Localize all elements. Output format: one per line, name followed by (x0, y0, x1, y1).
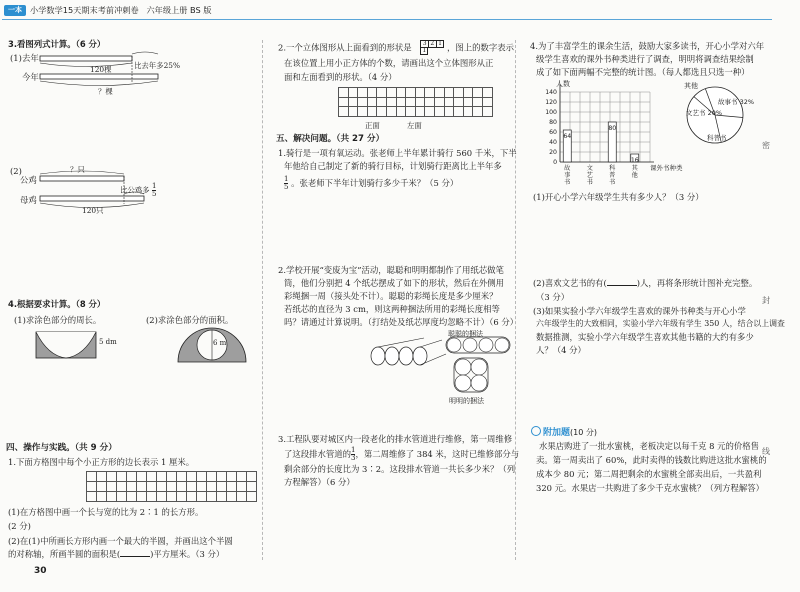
grid-cell (177, 492, 187, 502)
grid-cell (157, 482, 167, 492)
grid-cell (157, 472, 167, 482)
grid-cell (397, 107, 407, 117)
grid-cell (416, 107, 426, 117)
grid-cell (483, 107, 493, 117)
bar-y-tick: 0 (553, 159, 557, 166)
grid-paper-1 (86, 471, 257, 502)
grid-cell (207, 492, 217, 502)
q4-dim-6m: 6 m (213, 339, 227, 347)
q4-dim-5dm: 5 dm (99, 338, 117, 346)
grid-cell (368, 107, 378, 117)
grid-cell (339, 107, 349, 117)
s2-b: 筒，他们分别把 4 个纸芯摆成了如下的形状，然后在外侧用 (284, 278, 505, 288)
grid-cell (483, 88, 493, 98)
grid-cell (127, 492, 137, 502)
r-p2-c: （3 分） (536, 292, 570, 302)
side-label-2: 封 (762, 296, 770, 305)
grid-cell (349, 107, 359, 117)
brand-logo: 一本 (4, 5, 26, 16)
grid-cell (217, 492, 227, 502)
bonus-icon (531, 426, 541, 436)
grid-cell (349, 88, 359, 98)
page-number: 30 (34, 566, 47, 576)
header-series: 小学数学15天期末考前冲刺卷 (30, 5, 139, 15)
grid-cell (137, 482, 147, 492)
s2-e: 吗？请通过计算说明。（打结处及纸芯厚度均忽略不计）（6 分） (284, 317, 519, 327)
grid-cell (339, 88, 349, 98)
pie-label-other: 其他 (684, 82, 698, 90)
bar-ylabel: 人数 (556, 80, 570, 88)
grid-cell (397, 98, 407, 108)
grid-paper-2 (338, 87, 493, 117)
bar-value-label: 80 (608, 125, 617, 132)
grid-cell (445, 107, 455, 117)
r-p3-c: 数据推测，实验小学六年级学生喜欢其他书籍的大约有多少 (536, 332, 754, 342)
grid-cell (107, 472, 117, 482)
bar-category-label: 他 (631, 172, 638, 179)
grid-cell (207, 472, 217, 482)
congcong-label: 聪聪的捆法 (448, 330, 483, 338)
bar-category-label: 科 (609, 165, 616, 172)
grid-cell (464, 107, 474, 117)
r-p2-a: (2)喜欢文艺书的有( (533, 278, 607, 288)
bar-category-label: 故 (564, 165, 571, 172)
q3-unknown-only: ？只 (70, 165, 85, 174)
bar-grid (560, 84, 654, 162)
grid-cell (167, 482, 177, 492)
grid-cell (247, 472, 257, 482)
grid-cell (197, 492, 207, 502)
grid-cell (445, 88, 455, 98)
grid-cell (358, 88, 368, 98)
q3-frac-den: 5 (151, 190, 157, 198)
grid-cell (197, 472, 207, 482)
grid-cell (117, 472, 127, 482)
s1-c: 。张老师下半年计划骑行多少千米？（5 分） (291, 178, 459, 188)
grid-cell (435, 107, 445, 117)
q3-more-than-hen (120, 183, 156, 198)
pie-chart (680, 80, 755, 150)
q3-unknown-trees: ？棵 (98, 87, 113, 96)
s1-c-line (284, 176, 458, 191)
q3-diagram-1 (8, 50, 258, 98)
r-q4-b: 级学生喜欢的课外书种类进行了调查，明明将调查结果绘制 (536, 54, 754, 64)
grid-cell (217, 472, 227, 482)
grid-cell (368, 88, 378, 98)
grid-cell (127, 472, 137, 482)
grid-cell (227, 482, 237, 492)
grid-cell (217, 482, 227, 492)
grid-cell (435, 98, 445, 108)
grid-cell (406, 107, 416, 117)
q3-last-year-bar (40, 56, 132, 61)
bar-y-tick: 80 (549, 119, 557, 126)
grid-cell (473, 88, 483, 98)
grid-cell (425, 107, 435, 117)
grid-cell (425, 98, 435, 108)
q3-hen-bar (40, 176, 124, 181)
grid-cell (137, 472, 147, 482)
grid-cell (358, 107, 368, 117)
grid-cell (473, 107, 483, 117)
q3-more-than-hen-text: 比公鸡多 (120, 185, 150, 195)
grid-cell (464, 98, 474, 108)
q3-more-25: 比去年多25% (134, 61, 180, 70)
r-p3-a: (3)如果实验小学六年级学生喜欢的课外书种类与开心小学 (533, 306, 746, 316)
r-p3-b: 六年级学生的大致相同，实验小学六年级有学生 350 人，结合以上调查 (536, 319, 785, 328)
bar-value-label: 16 (630, 157, 639, 164)
q3-this-year-label: 今年 (22, 72, 39, 82)
section4-title: 四、操作与实践。（共 9 分） (6, 443, 117, 453)
grid-cell (117, 482, 127, 492)
q3-fraction (152, 183, 156, 198)
answer-blank-2[interactable] (607, 285, 637, 286)
tube-bundles (368, 336, 518, 406)
grid-cell (247, 492, 257, 502)
bonus-header (531, 425, 597, 438)
bar-category-label: 文 (586, 165, 593, 172)
grid-cell (454, 107, 464, 117)
sec4-q1-p2c: )平方厘米。（3 分） (150, 549, 225, 559)
grid-cell (227, 492, 237, 502)
grid-cell (167, 492, 177, 502)
bar-y-ticks (545, 89, 557, 166)
grid-cell (339, 98, 349, 108)
bar-bars (563, 122, 639, 164)
grid-cell (237, 492, 247, 502)
bar-category-label: 书 (564, 179, 571, 186)
mid-q2-b: ，图上的数字表示 (446, 42, 514, 53)
bar-chart (530, 78, 683, 190)
bar-categories (564, 164, 639, 186)
bar-y-tick: 100 (545, 109, 557, 116)
grid-cell (387, 98, 397, 108)
top-view-digit-1: 3 (421, 41, 429, 47)
s3-a: 3.工程队要对城区内一段老化的排水管道进行维修，第一周维修 (278, 434, 513, 444)
mid-q2-d: 面和左面看到的形状。（4 分） (284, 72, 397, 82)
bar-category-label: 书 (586, 179, 593, 186)
grid-cell (416, 98, 426, 108)
bar-category-label: 书 (609, 179, 616, 186)
bar-category-label: 事 (564, 172, 571, 179)
bar-y-tick: 40 (549, 139, 557, 146)
bar-y-tick: 120 (545, 99, 557, 106)
pie-label-literature: 文艺书 20% (686, 109, 723, 117)
r-p3-d: 人？（4 分） (536, 345, 586, 355)
sec4-q1: 1.下面方格图中每个小正方形的边长表示 1 厘米。 (8, 457, 195, 467)
grid-cell (87, 472, 97, 482)
grid-cell (416, 88, 426, 98)
s3-d: 方程解答）（6 分） (284, 477, 355, 487)
column-divider-1 (262, 40, 263, 560)
r-q4-a: 4.为了丰富学生的课余生活，鼓励大家多读书，开心小学对六年 (530, 41, 765, 51)
grid-cell (187, 492, 197, 502)
grid-cell (368, 98, 378, 108)
grid-cell (177, 482, 187, 492)
grid-cell (377, 88, 387, 98)
s2-c: 彩绳捆一周（接头处不计）。聪聪的彩绳长度是多少厘米？ (284, 291, 498, 301)
bar-value-label: 64 (563, 133, 572, 140)
header-grade: 六年级上册 BS 版 (146, 5, 212, 15)
bar-category-label: 普 (609, 172, 616, 179)
grid-cell (237, 472, 247, 482)
grid-cell (387, 88, 397, 98)
grid-cell (227, 472, 237, 482)
grid-cell (473, 98, 483, 108)
grid-cell (483, 98, 493, 108)
q4-part2: (2)求涂色部分的面积。 (146, 315, 234, 325)
bar-xlabel: 课外书种类 (650, 164, 683, 172)
grid-cell (406, 88, 416, 98)
header-rule (2, 19, 772, 20)
mid-q2-c: 在该位置上用小正方体的个数，请画出这个立体图形从正 (284, 58, 494, 68)
s1-frac-den: 5 (284, 183, 289, 191)
mid-q2-a: 2.一个立体图形从上面看到的形状是 (278, 42, 412, 53)
top-view-digit-2: 2 (429, 41, 437, 47)
grid-cell (377, 107, 387, 117)
bar-category-label: 艺 (586, 172, 593, 179)
sec4-q1-p2 (8, 548, 224, 560)
s3-b1: 了这段排水管道的 (284, 449, 351, 459)
r-p2-b: )人，再将条形统计图补充完整。 (636, 278, 758, 288)
bar-y-tick: 60 (549, 129, 557, 136)
bonus-b: 卖。第一周卖出了 60%，此时卖得的钱数比购进这批水蜜桃的 (536, 455, 767, 465)
s3-frac-den: 3 (351, 454, 356, 462)
grid-cell (157, 492, 167, 502)
tube-row (371, 338, 446, 365)
s1-frac-num: 1 (284, 175, 289, 183)
grid-cell (117, 492, 127, 502)
grid-cell (435, 88, 445, 98)
q3-hen-label: 公鸡 (20, 175, 37, 185)
r-p1: (1)开心小学六年级学生共有多少人？（3 分） (533, 192, 704, 202)
sec4-q1-p2a: (2)在(1)中所画长方形内画一个最大的半圆，并画出这个半圆 (8, 536, 233, 546)
q4-part1: (1)求涂色部分的周长。 (14, 315, 102, 325)
grid-cell (127, 482, 137, 492)
q3-value-120-only: 120只 (82, 206, 104, 215)
grid-cell (97, 492, 107, 502)
header-title (30, 5, 212, 16)
grid-cell (87, 492, 97, 502)
grid-cell (187, 482, 197, 492)
left-view-label: 左面 (407, 121, 422, 130)
s2-d: 若纸芯的直径为 3 cm，则这两种捆法所用的彩绳长度相等 (284, 304, 500, 314)
mingming-bundle (454, 358, 488, 392)
grid-cell (425, 88, 435, 98)
q3-title: 3.看图列式计算。（6 分） (8, 39, 106, 49)
congcong-bundle (446, 337, 510, 353)
bonus-c: 成本少 80 元；第二周把剩余的水蜜桃全部卖出后，一共盈利 (536, 469, 762, 479)
side-label-1: 密 (762, 141, 770, 150)
grid-cell (454, 88, 464, 98)
side-label-3: 线 (762, 447, 770, 456)
top-view-digit-4: 1 (420, 47, 428, 55)
grid-cell (397, 88, 407, 98)
q3-last-year-label: 去年 (22, 53, 39, 63)
s2-a: 2.学校开展“变废为宝”活动，聪聪和明明都制作了用纸芯做笔 (278, 265, 504, 275)
grid-cell (107, 492, 117, 502)
r-q4-c: 成了如下面两幅不完整的统计图。（每人都选且只选一种） (536, 67, 750, 77)
grid-cell (358, 98, 368, 108)
grid-cell (167, 472, 177, 482)
bonus-score: (10 分) (570, 428, 597, 437)
sec4-q1-p1a: (1)在方格图中画一个长与宽的比为 2∶1 的长方形。 (8, 507, 204, 517)
grid-cell (137, 492, 147, 502)
mid-q2-line1 (278, 40, 514, 56)
grid-cell (349, 98, 359, 108)
grid-cell (197, 482, 207, 492)
sec4-q1-p1b: (2 分) (8, 521, 31, 531)
grid-cell (445, 98, 455, 108)
bonus-title: 附加题 (543, 428, 571, 438)
s3-b-line (284, 447, 519, 462)
q3-part2-label: (2) (10, 166, 22, 176)
pie-label-story: 故事书 32% (718, 98, 755, 106)
grid-cell (377, 98, 387, 108)
r-p2-line (533, 277, 757, 289)
s1-fraction (284, 176, 288, 191)
q4-title: 4.根据要求计算。（8 分） (8, 299, 106, 309)
grid-cell (454, 98, 464, 108)
front-view-label: 正面 (365, 121, 380, 130)
s1-a: 1.骑行是一项有氧运动。张老师上半年累计骑行 560 千米，下半 (278, 148, 517, 158)
q3-value-120: 120棵 (90, 65, 112, 74)
bonus-a: 水果店购进了一批水蜜桃，老板决定以每千克 8 元的价格售 (539, 441, 760, 451)
s3-b2: ，第二周维修了 384 米，这时已维修部分与 (355, 449, 520, 459)
q3-frac-num: 1 (151, 182, 157, 190)
grid-cell (247, 482, 257, 492)
pie-label-science: 科普书 (707, 134, 727, 142)
top-view-figure (414, 40, 444, 56)
grid-cell (237, 482, 247, 492)
q4-shape-2 (172, 326, 252, 366)
grid-cell (107, 482, 117, 492)
column-divider-2 (515, 40, 516, 560)
grid-cell (177, 472, 187, 482)
q3-mother-hen-label: 母鸡 (20, 195, 37, 205)
mingming-label: 明明的捆法 (449, 397, 484, 405)
grid-cell (87, 482, 97, 492)
top-view-digit-3: 1 (438, 40, 442, 47)
q3-part1-label: (1) (10, 53, 22, 63)
grid-cell (147, 472, 157, 482)
grid-cell (147, 492, 157, 502)
grid-cell (207, 482, 217, 492)
grid-cell (464, 88, 474, 98)
grid-cell (187, 472, 197, 482)
grid-cell (97, 472, 107, 482)
s3-frac-num: 1 (351, 446, 356, 454)
grid-cell (147, 482, 157, 492)
grid-cell (97, 482, 107, 492)
bar-y-tick: 140 (545, 89, 557, 96)
sec4-q1-p2b: 的对称轴，所画半圆的面积是( (8, 549, 121, 559)
section5-title: 五、解决问题。（共 27 分） (276, 134, 385, 144)
bar-y-tick: 20 (549, 149, 557, 156)
bar-category-label: 其 (631, 165, 638, 172)
grid-cell (387, 107, 397, 117)
s3-c: 剩余部分的长度比为 3∶2。这段排水管道一共长多少米？（列 (284, 464, 516, 474)
answer-blank[interactable] (120, 556, 150, 557)
bonus-d: 320 元。水果店一共购进了多少千克水蜜桃？（列方程解答） (536, 483, 765, 493)
s1-b: 年他给自己制定了新的骑行目标，计划骑行距离比上半年多 (284, 161, 502, 171)
grid-cell (406, 98, 416, 108)
